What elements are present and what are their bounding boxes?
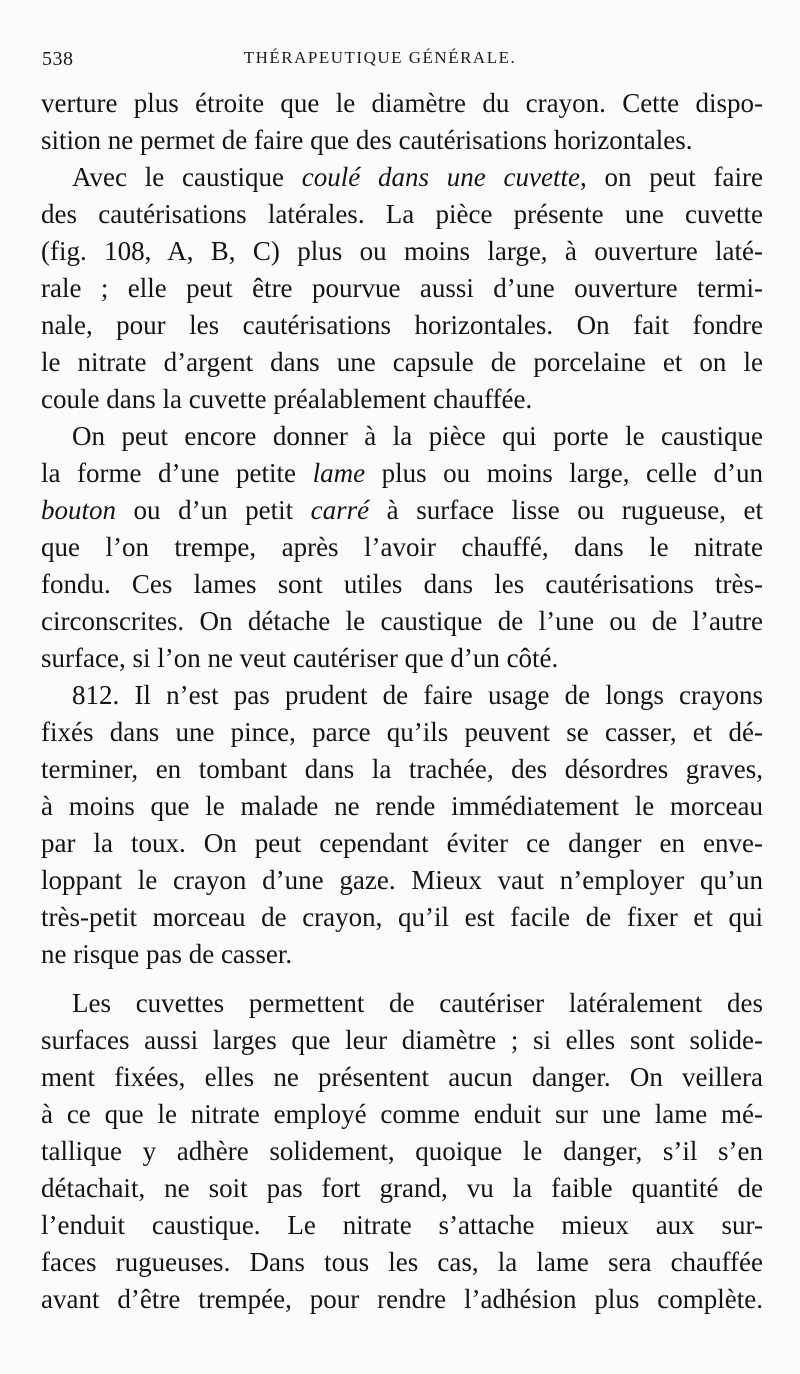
text-line: détachait, ne soit pas fort grand, vu la faible quantité de (41, 1173, 763, 1203)
text-line: ne risque pas de casser. (41, 939, 293, 969)
text-line: sition ne permet de faire que des cautérisations horizontales. (41, 125, 693, 155)
text-line: avant d’être trempée, pour rendre l’adhésion plus complète. (41, 1284, 763, 1314)
running-head (42, 48, 758, 78)
text-line: fixés dans une pince, parce qu’ils peuvent se casser, et dé- (41, 717, 763, 747)
text-line: le nitrate d’argent dans une capsule de porcelaine et on le (41, 347, 763, 377)
text-line: terminer, en tombant dans la trachée, des désordres graves, (41, 754, 763, 784)
text-line: nale, pour les cautérisations horizontales. On fait fondre (41, 310, 763, 340)
italic-term: coulé dans une cuvette (301, 162, 580, 192)
italic-term: carré (310, 495, 370, 525)
text-line: que l’on trempe, après l’avoir chauffé, dans le nitrate (41, 532, 763, 562)
text-line: coule dans la cuvette préalablement chauffée. (41, 384, 533, 414)
running-title: THÉRAPEUTIQUE GÉNÉRALE. (243, 48, 517, 67)
italic-term: bouton (41, 495, 117, 525)
text-line: bouton ou d’un petit carré à surface lisse ou rugueuse, et (41, 495, 763, 525)
text-line: très-petit morceau de crayon, qu’il est facile de fixer et qui (41, 902, 763, 932)
text-line: surfaces aussi larges que leur diamètre ; si elles sont solide- (41, 1025, 763, 1055)
text-line: (fig. 108, A, B, C) plus ou moins large, à ouverture laté- (41, 236, 763, 266)
text-line: à ce que le nitrate employé comme enduit sur une lame mé- (41, 1099, 763, 1129)
text-line: On peut encore donner à la pièce qui porte le caustique (72, 421, 763, 451)
body-text (41, 85, 763, 1318)
text-line: faces rugueuses. Dans tous les cas, la lame sera chauffée (41, 1247, 763, 1277)
text-line: 812. Il n’est pas prudent de faire usage de longs crayons (72, 680, 763, 710)
text-line: surface, si l’on ne veut cautériser que d’un côté. (41, 643, 559, 673)
text-line: loppant le crayon d’une gaze. Mieux vaut n’employer qu’un (41, 865, 763, 895)
text-line: fondu. Ces lames sont utiles dans les cautérisations très- (41, 569, 763, 599)
page-number: 538 (42, 48, 74, 70)
text-line: à moins que le malade ne rende immédiatement le morceau (41, 791, 763, 821)
text-line: verture plus étroite que le diamètre du crayon. Cette dispo- (41, 88, 763, 118)
text-line: tallique y adhère solidement, quoique le danger, s’il s’en (41, 1136, 763, 1166)
text-line: des cautérisations latérales. La pièce présente une cuvette (41, 199, 763, 229)
text-line: Les cuvettes permettent de cautériser latéralement des (72, 988, 763, 1018)
paragraph-gap (41, 973, 763, 985)
text-line: Avec le caustique coulé dans une cuvette, on peut faire (72, 162, 763, 192)
text-line: l’enduit caustique. Le nitrate s’attache mieux aux sur- (41, 1210, 763, 1240)
text-line: circonscrites. On détache le caustique de l’une ou de l’autre (41, 606, 763, 636)
text-line: la forme d’une petite lame plus ou moins large, celle d’un (41, 458, 764, 488)
text-line: rale ; elle peut être pourvue aussi d’une ouverture termi- (41, 273, 763, 303)
text-line: par la toux. On peut cependant éviter ce danger en enve- (41, 828, 763, 858)
italic-term: lame (312, 458, 366, 488)
text-line: ment fixées, elles ne présentent aucun danger. On veillera (41, 1062, 763, 1092)
